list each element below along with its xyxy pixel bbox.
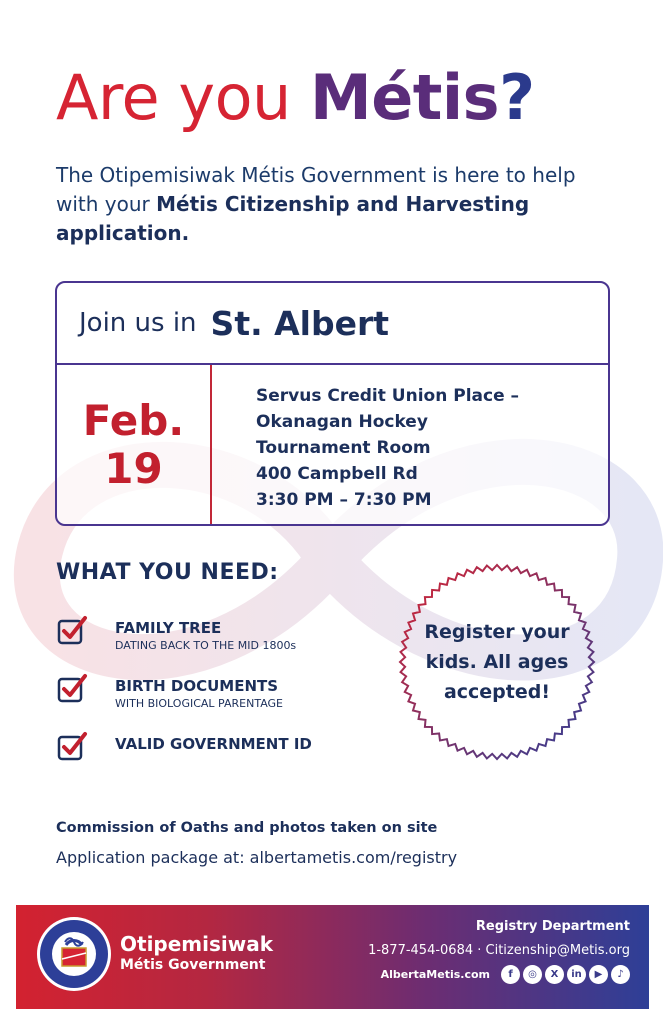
intro-paragraph — [56, 161, 616, 248]
need-item-family-tree — [56, 614, 296, 654]
need-name: VALID GOVERNMENT ID — [115, 735, 312, 753]
need-subtext: DATING BACK TO THE MID 1800s — [115, 639, 297, 652]
website-link[interactable]: AlbertaMetis.com — [380, 968, 490, 981]
youtube-icon[interactable]: ▶ — [589, 965, 608, 984]
location-line: Servus Credit Union Place – — [256, 386, 520, 406]
linkedin-icon[interactable]: in — [567, 965, 586, 984]
org-name-line1: Otipemisiwak — [120, 932, 274, 956]
event-date-day: 19 — [104, 443, 163, 493]
x-icon[interactable]: X — [545, 965, 564, 984]
headline-prefix: Are you — [56, 61, 311, 134]
need-name: BIRTH DOCUMENTS — [115, 677, 279, 695]
intro-bold-text: Métis Citizenship and Harvesting application. — [56, 192, 530, 245]
org-name-line2: Métis Government — [120, 957, 266, 973]
location-line: Tournament Room — [256, 438, 431, 458]
metis-nation-logo — [35, 915, 113, 993]
tiktok-icon[interactable]: ♪ — [611, 965, 630, 984]
headline — [56, 58, 535, 138]
join-row — [57, 283, 608, 365]
event-date — [57, 365, 212, 524]
headline-question-mark: ? — [499, 61, 535, 134]
registry-department: Registry Department — [475, 919, 630, 934]
headline-metis: Métis — [310, 61, 500, 134]
footer-banner — [16, 905, 649, 1009]
intro-text: The Otipemisiwak Métis Government is here to help with your — [56, 163, 576, 216]
what-you-need-title: WHAT YOU NEED: — [56, 560, 279, 585]
facebook-icon[interactable]: f — [501, 965, 520, 984]
join-label: Join us in — [79, 308, 197, 338]
checkbox-checked-icon — [56, 730, 90, 764]
instagram-icon[interactable]: ◎ — [523, 965, 542, 984]
contact-block — [368, 918, 630, 984]
location-line: Okanagan Hockey — [256, 412, 428, 432]
commission-note: Commission of Oaths and photos taken on site — [56, 820, 438, 836]
event-details — [57, 365, 608, 524]
contact-phone-email: 1-877-454-0684 · Citizenship@Metis.org — [368, 943, 630, 958]
website-social-row — [368, 965, 630, 984]
badge-text: Register your kids. All ages accepted! — [424, 621, 570, 703]
event-city: St. Albert — [210, 303, 390, 343]
checkbox-checked-icon — [56, 672, 90, 706]
badge-text-container — [397, 562, 597, 762]
event-date-month: Feb. — [82, 395, 185, 445]
application-package-note: Application package at: albertametis.com/registry — [56, 848, 458, 867]
event-location — [212, 365, 519, 524]
event-time: 3:30 PM – 7:30 PM — [256, 490, 432, 510]
need-item-birth-documents — [56, 672, 283, 712]
event-box — [55, 281, 610, 526]
org-name — [120, 933, 273, 975]
dotted-divider — [56, 789, 406, 795]
need-name: FAMILY TREE — [115, 619, 222, 637]
need-item-government-id — [56, 730, 312, 764]
need-subtext: WITH BIOLOGICAL PARENTAGE — [115, 697, 283, 710]
location-address: 400 Campbell Rd — [256, 464, 418, 484]
checkbox-checked-icon — [56, 614, 90, 648]
